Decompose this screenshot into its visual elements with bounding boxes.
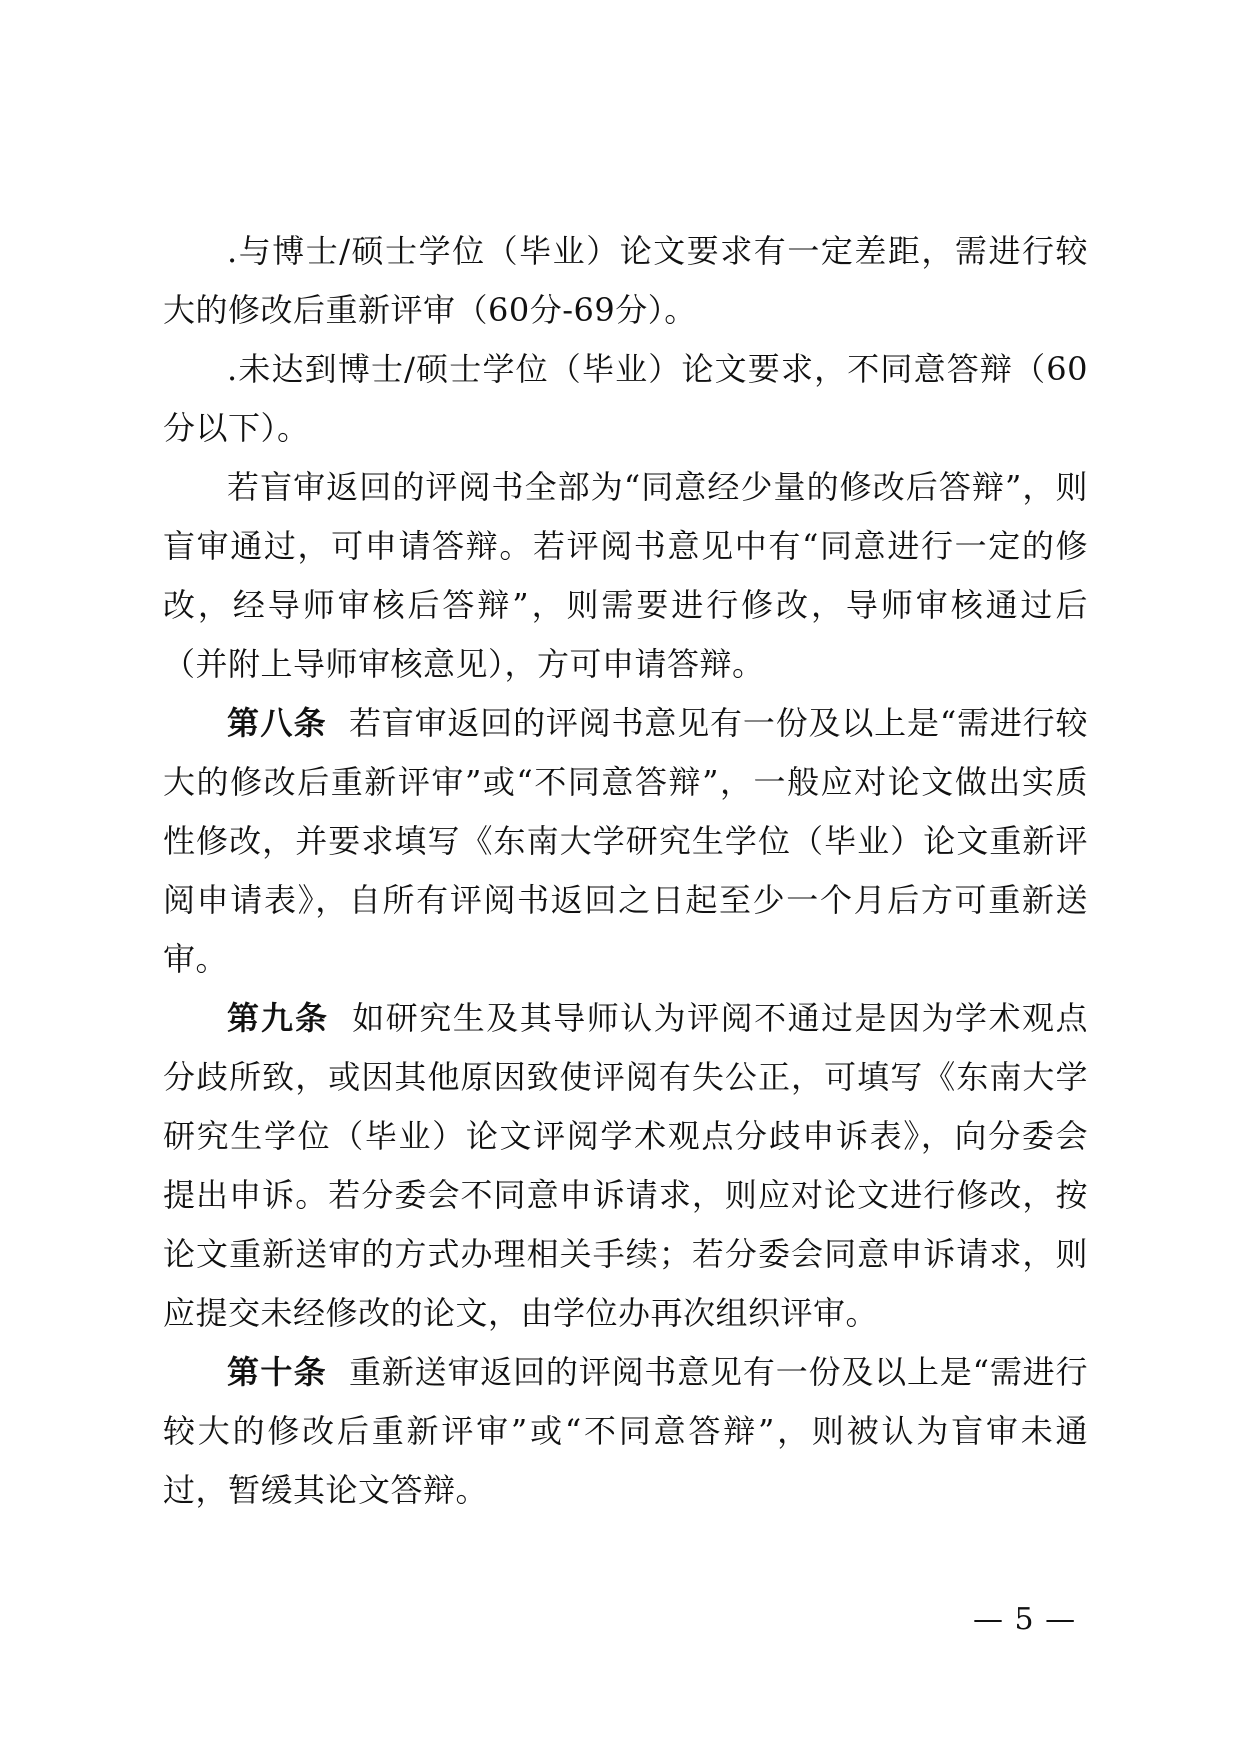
document-body [163,222,1088,1520]
paragraph-item-c: .与博士/硕士学位（毕业）论文要求有一定差距，需进行较大的修改后重新评审（60分-69分）。 [163,232,1088,329]
article-10-text: 重新送审返回的评阅书意见有一份及以上是“需进行较大的修改后重新评审”或“不同意答辩”，则被认为盲审未通过，暂缓其论文答辩。 [163,1353,1088,1509]
article-9-title: 第九条 [227,999,329,1037]
article-10-title: 第十条 [227,1353,327,1391]
article-10 [163,1343,1088,1520]
article-8 [163,694,1088,989]
article-9-text: 如研究生及其导师认为评阅不通过是因为学术观点分歧所致，或因其他原因致使评阅有失公正，可填写《东南大学研究生学位（毕业）论文评阅学术观点分歧申诉表》，向分委会提出申诉。若分委会不同意申诉请求，则应对论文进行修改，按论文重新送审的方式办理相关手续；若分委会同意申诉请求，则应提交未经修改的论文，由学位办再次组织评审。 [163,999,1088,1332]
paragraph-item-d: .未达到博士/硕士学位（毕业）论文要求，不同意答辩（60分以下）。 [163,350,1088,447]
page-number: — 5 — [973,1602,1077,1637]
article-8-title: 第八条 [227,704,327,742]
article-8-text: 若盲审返回的评阅书意见有一份及以上是“需进行较大的修改后重新评审”或“不同意答辩”，一般应对论文做出实质性修改，并要求填写《东南大学研究生学位（毕业）论文重新评阅申请表》，自所有评阅书返回之日起至少一个月后方可重新送审。 [163,704,1088,978]
paragraph-blind-review-pass: 若盲审返回的评阅书全部为“同意经少量的修改后答辩”，则盲审通过，可申请答辩。若评阅书意见中有“同意进行一定的修改，经导师审核后答辩”，则需要进行修改，导师审核通过后（并附上导师审核意见），方可申请答辩。 [163,468,1088,683]
article-9 [163,989,1088,1343]
